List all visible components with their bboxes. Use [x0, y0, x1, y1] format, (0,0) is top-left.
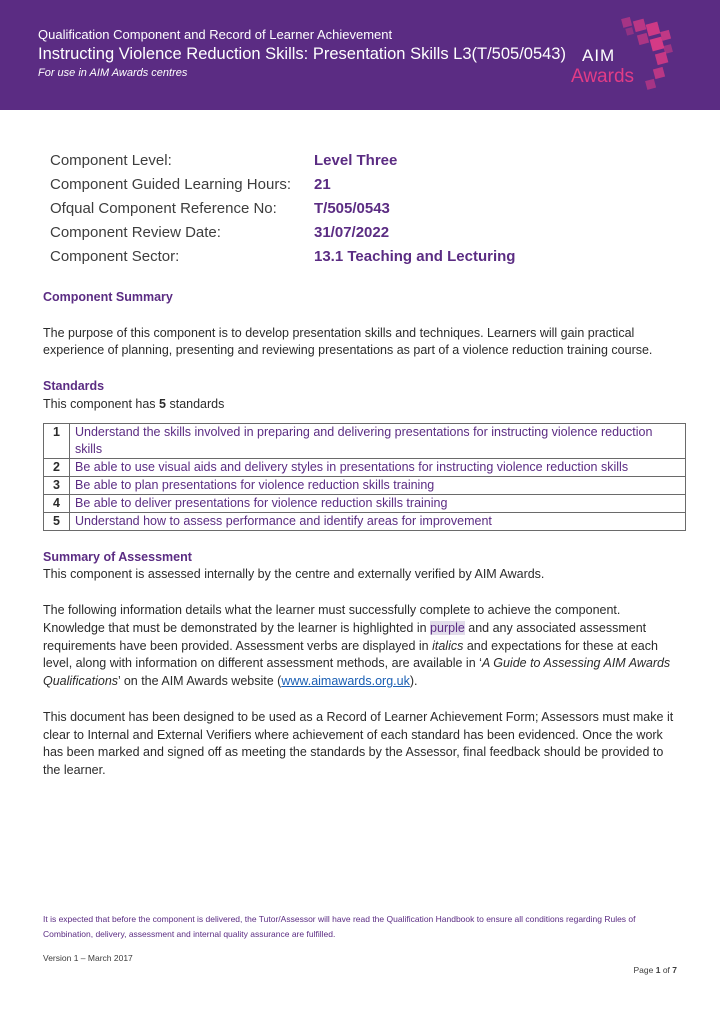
meta-label: Component Review Date: — [50, 224, 221, 241]
document-type: Qualification Component and Record of Learner Achievement — [38, 27, 393, 42]
logo-text-aim: AIM — [582, 46, 616, 65]
assessment-heading: Summary of Assessment — [43, 549, 192, 564]
footer-note: It is expected that before the component is delivered, the Tutor/Assessor will have read the Qualification Handbook to ensure all conditions regarding Rules of Combination, delivery, assessment and internal quality assurance are fulfilled. — [43, 914, 636, 939]
standard-text: Understand how to assess performance and identify areas for improvement — [70, 512, 686, 530]
table-row — [44, 458, 686, 476]
standard-number: 3 — [44, 476, 70, 494]
standards-heading: Standards — [43, 378, 105, 393]
standard-text: Be able to use visual aids and delivery styles in presentations for instructing violence reduction skills — [70, 458, 686, 476]
meta-row-review-date — [50, 224, 650, 248]
meta-label: Ofqual Component Reference No: — [50, 200, 277, 217]
italics-example: italics — [432, 638, 464, 653]
meta-row-sector — [50, 248, 650, 272]
meta-value: Level Three — [314, 152, 398, 169]
meta-value: 21 — [314, 176, 331, 193]
standard-number: 1 — [44, 423, 70, 458]
table-row — [44, 423, 686, 458]
table-row — [44, 476, 686, 494]
meta-label: Component Level: — [50, 152, 172, 169]
summary-text: The purpose of this component is to develop presentation skills and techniques. Learners will gain practical experience of planning, presenting and reviewing presentations as part of a violence reduction training course. — [43, 325, 653, 358]
meta-label: Component Sector: — [50, 248, 180, 265]
page-header — [0, 0, 720, 110]
record-form-text: This document has been designed to be used as a Record of Learner Achievement Form; Assessors must make it clear to Internal and External Verifiers where achievement of each standard has been evidenced. Once the work has been marked and signed off as meeting the standards by the Assessor, final feedback should be provided to the learner. — [43, 709, 674, 778]
standards-count: 5 — [159, 396, 166, 411]
standard-text: Be able to deliver presentations for violence reduction skills training — [70, 494, 686, 512]
meta-row-reference — [50, 200, 650, 224]
meta-value: 31/07/2022 — [314, 224, 390, 241]
page-number: Page 1 of 7 — [633, 965, 677, 975]
standards-table — [43, 423, 686, 531]
logo-text-awards: Awards — [571, 66, 635, 87]
meta-value: 13.1 Teaching and Lecturing — [314, 248, 516, 265]
purple-highlight: purple — [430, 620, 465, 635]
meta-row-hours — [50, 176, 650, 200]
standard-number: 4 — [44, 494, 70, 512]
component-metadata — [50, 152, 650, 272]
standards-intro: This component has 5 standards — [43, 396, 225, 411]
table-row — [44, 512, 686, 530]
meta-value: T/505/0543 — [314, 200, 390, 217]
version-label: Version 1 – March 2017 — [43, 953, 133, 963]
guide-title: A Guide to Assessing AIM Awards Qualifications — [43, 656, 671, 689]
standard-text: Understand the skills involved in preparing and delivering presentations for instructing violence reduction skills — [70, 423, 686, 458]
summary-heading: Component Summary — [43, 290, 173, 304]
main-content — [43, 289, 683, 780]
assessment-details: The following information details what the learner must successfully complete to achieve the component. Knowledge that must be demonstrated by the learner is highlighted in purple and any associated assessment requirements have been provided. Assessment verbs are displayed in italics and expectations for these at each level, along with information on different assessment methods, are available in ‘A Guide to Assessing AIM Awards Qualifications’ on the AIM Awards website (www.aimawards.org.uk). — [43, 602, 671, 689]
meta-row-level — [50, 152, 650, 176]
meta-label: Component Guided Learning Hours: — [50, 176, 291, 193]
standard-number: 2 — [44, 458, 70, 476]
document-subtitle: For use in AIM Awards centres — [38, 67, 188, 79]
standard-text: Be able to plan presentations for violence reduction skills training — [70, 476, 686, 494]
table-row — [44, 494, 686, 512]
standard-number: 5 — [44, 512, 70, 530]
aim-awards-website-link[interactable]: www.aimawards.org.uk — [281, 674, 410, 689]
assessment-line: This component is assessed internally by the centre and externally verified by AIM Awards. — [43, 567, 545, 582]
aim-awards-logo — [566, 14, 678, 98]
document-title: Instructing Violence Reduction Skills: Presentation Skills L3(T/505/0543) — [38, 45, 566, 63]
